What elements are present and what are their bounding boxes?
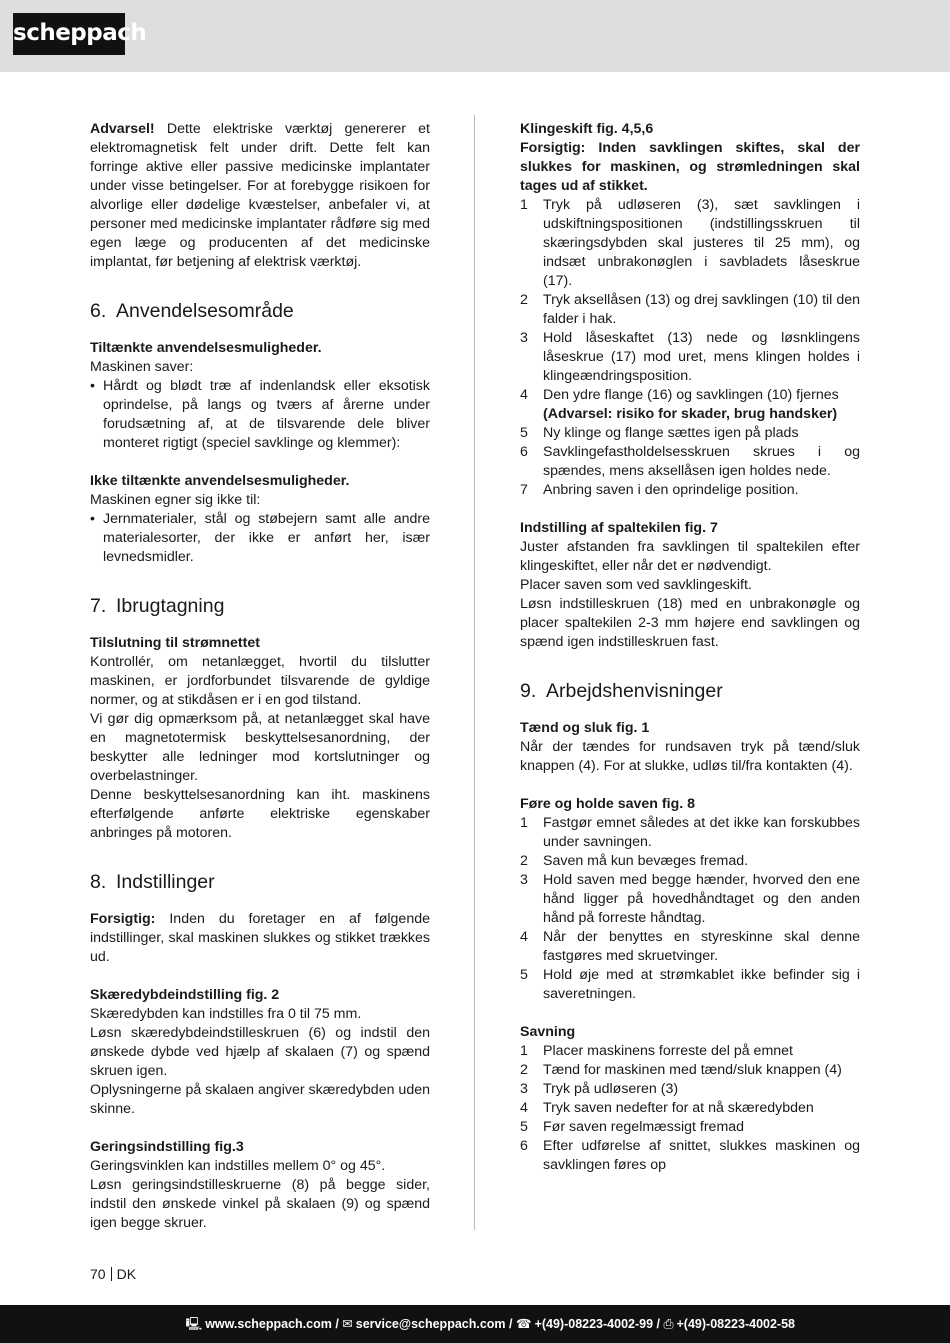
list-item-number: 3: [520, 872, 528, 888]
list-item-number: 6: [520, 444, 528, 460]
right-column: [520, 120, 860, 1175]
list-item-number: 2: [520, 1062, 528, 1078]
list-item: [520, 966, 860, 1004]
list-item-text: Den ydre flange (16) og savklingen (10) fjernes: [543, 387, 839, 403]
list-item: [520, 196, 860, 291]
list-item: [520, 481, 860, 500]
list-item-number: 1: [520, 1043, 528, 1059]
column-divider: [474, 115, 475, 1230]
list-item: [520, 871, 860, 928]
paragraph: Kontrollér, om netanlægget, hvortil du tilslutter maskinen, er jordforbundet tilsvarende de gyldige normer, og at stikdåsen er i en god tilstand.: [90, 654, 430, 708]
list-item-text: Hold saven med begge hænder, hvorved den ene hånd ligger på hovedhåndtaget og den anden hånd på forreste håndtag.: [543, 872, 860, 926]
section-heading-8: 8. Indstillinger: [90, 871, 215, 893]
list-item-text: Tænd for maskinen med tænd/sluk knappen (4): [543, 1062, 842, 1078]
list-item-text: Fastgør emnet således at det ikke kan forskubbes under savningen.: [543, 815, 860, 850]
subheading-cut-depth: Skæredybdeindstilling fig. 2: [90, 987, 280, 1003]
subheading-sawing: Savning: [520, 1024, 576, 1040]
footer-fax: +(49)-08223-4002-58: [676, 1317, 795, 1331]
phone-icon: ☎: [515, 1317, 532, 1331]
paragraph: Løsn geringsindstilleskruerne (8) på begge sider, indstil den ønskede vinkel på skalaen (9) og spænd igen begge skruer.: [90, 1177, 430, 1231]
paragraph: Skæredybden kan indstilles fra 0 til 75 mm.: [90, 1006, 362, 1022]
list-item-text: Hold øje med at strømkablet ikke befinder sig i saveretningen.: [543, 967, 860, 1002]
paragraph: Løsn skæredybdeindstilleskruen (6) og indstil den ønskede dybde ved hjælp af skalaen (7) og spænd skruen igen.: [90, 1025, 430, 1079]
blade-change-warning: Forsigtig: Inden savklingen skiftes, skal der slukkes for maskinen, og strømledningen skal tages ud af stikket.: [520, 140, 860, 194]
list-item-text: Anbring saven i den oprindelige position.: [543, 482, 799, 498]
list-item-number: 7: [520, 482, 528, 498]
section-heading-9: 9. Arbejdshenvisninger: [520, 680, 723, 702]
list-item: [520, 329, 860, 386]
section-heading-6: 6. Anvendelsesområde: [90, 300, 294, 322]
paragraph: Oplysningerne på skalaen angiver skæredybden uden skinne.: [90, 1082, 430, 1117]
brand-logo: scheppach: [13, 13, 125, 55]
not-intended-use-text: Maskinen egner sig ikke til:: [90, 492, 261, 508]
footer-bar: [0, 1305, 950, 1343]
paragraph: Juster afstanden fra savklingen til spaltekilen efter klingeskiftet, eller når det er nødvendigt.: [520, 539, 860, 574]
subheading-intended-use: Tiltænkte anvendelsesmuligheder.: [90, 340, 322, 356]
list-item-number: 2: [520, 853, 528, 869]
list-item-text: Saven må kun bevæges fremad.: [543, 853, 749, 869]
subheading-riving-knife: Indstilling af spaltekilen fig. 7: [520, 520, 718, 536]
list-item-number: 5: [520, 967, 528, 983]
page-number: 70 DK: [90, 1266, 137, 1282]
list-item-number: 5: [520, 1119, 528, 1135]
header-bar: [0, 0, 950, 72]
list-item: [520, 386, 860, 424]
paragraph: Vi gør dig opmærksom på, at netanlægget skal have en magnetotermisk beskyttelsesanordning, der beskytter alle ledninger mod kortslutninger og overbelastninger.: [90, 711, 430, 784]
list-item-number: 1: [520, 197, 528, 213]
list-item: [520, 1137, 860, 1175]
list-item-number: 4: [520, 387, 528, 403]
list-item: [520, 1042, 860, 1061]
footer-phone: +(49)-08223-4002-99 /: [534, 1317, 660, 1331]
list-item: • Jernmaterialer, stål og støbejern samt alle andre materialesorter, der ikke er anført her, især levnedsmidler.: [90, 511, 430, 565]
list-item-text: Tryk på udløseren (3): [543, 1081, 679, 1097]
list-item-text: Ny klinge og flange sættes igen på plads: [543, 425, 799, 441]
list-item-text: Efter udførelse af snittet, slukkes maskinen og savklingen føres op: [543, 1138, 860, 1173]
paragraph: Denne beskyttelsesanordning kan iht. maskinens efterfølgende anførte elektriske egenskaber anbringes på motoren.: [90, 787, 430, 841]
computer-icon: 🖳︎: [185, 1317, 203, 1331]
list-item: [520, 1118, 860, 1137]
paragraph: Løsn indstilleskruen (18) med en unbrakonøgle og placer spaltekilen 2-3 mm højere end savklingen og spænd igen indstilleskruen fast.: [520, 596, 860, 650]
list-item-text: Tryk på udløseren (3), sæt savklingen i udskiftningspositionen (indstillingsskruen til skæringsdybden skal justeres til 25 mm), og indsæt unbrakonøglen i savbladets låseskrue (17).: [543, 197, 860, 289]
list-item: [520, 1080, 860, 1099]
list-item-text: Placer maskinens forreste del på emnet: [543, 1043, 793, 1059]
list-item-number: 5: [520, 425, 528, 441]
list-item-number: 3: [520, 330, 528, 346]
section-heading-7: 7. Ibrugtagning: [90, 595, 225, 617]
list-item-text: Før saven regelmæssigt fremad: [543, 1119, 745, 1135]
list-item: • Hårdt og blødt træ af indenlandsk eller eksotisk oprindelse, på langs og tværs af årerne under forudsætning af, at de tilsvarende dele bliver monteret rigtigt (speciel savklinge og klemmer):: [90, 378, 430, 451]
subheading-guide-saw: Føre og holde saven fig. 8: [520, 796, 696, 812]
list-item-text: Savklingefastholdelsesskruen skrues i og spændes, mens aksellåsen igen holdes nede.: [543, 444, 860, 479]
list-item-text: Når der benyttes en styreskinne skal denne fastgøres med skruetvinger.: [543, 929, 860, 964]
guide-steps-list: [520, 814, 860, 1004]
subheading-on-off: Tænd og sluk fig. 1: [520, 720, 650, 736]
list-item: [520, 1061, 860, 1080]
list-item-number: 3: [520, 1081, 528, 1097]
paragraph: Geringsvinklen kan indstilles mellem 0° og 45°.: [90, 1158, 386, 1174]
list-item-number: 4: [520, 929, 528, 945]
list-item-number: 4: [520, 1100, 528, 1116]
list-item-warning: (Advarsel: risiko for skader, brug handsker): [543, 406, 838, 422]
left-column: [90, 120, 430, 1233]
list-item-text: Hold låseskaftet (13) nede og løsnklingens låseskrue (17) mod uret, mens klingen holdes i klingeændringsposition.: [543, 330, 860, 384]
subheading-mitre: Geringsindstilling fig.3: [90, 1139, 244, 1155]
fax-icon: ⎙: [663, 1317, 674, 1331]
footer-web-link[interactable]: www.scheppach.com /: [205, 1317, 339, 1331]
caution-paragraph: Forsigtig: Inden du foretager en af følgende indstillinger, skal maskinen slukkes og stikket trækkes ud.: [90, 911, 430, 965]
subheading-blade-change: Klingeskift fig. 4,5,6: [520, 121, 654, 137]
paragraph: Placer saven som ved savklingeskift.: [520, 577, 752, 593]
intended-use-text: Maskinen saver:: [90, 359, 194, 375]
subheading-not-intended-use: Ikke tiltænkte anvendelsesmuligheder.: [90, 473, 350, 489]
list-item-number: 2: [520, 292, 528, 308]
blade-steps-list: [520, 196, 860, 500]
list-item: [520, 424, 860, 443]
sawing-steps-list: [520, 1042, 860, 1175]
warning-label: Advarsel!: [90, 121, 155, 137]
list-item: [520, 852, 860, 871]
list-item: [520, 443, 860, 481]
list-item: [520, 1099, 860, 1118]
list-item-text: Tryk aksellåsen (13) og drej savklingen (10) til den falder i hak.: [543, 292, 860, 327]
list-item-number: 6: [520, 1138, 528, 1154]
paragraph: Når der tændes for rundsaven tryk på tænd/sluk knappen (4). For at slukke, udløs til/fra kontakten (4).: [520, 739, 860, 774]
list-item: [520, 814, 860, 852]
subheading-power-connection: Tilslutning til strømnettet: [90, 635, 260, 651]
list-item-text: Tryk saven nedefter for at nå skæredybden: [543, 1100, 814, 1116]
mail-icon: ✉: [342, 1317, 353, 1331]
footer-mail-link[interactable]: service@scheppach.com /: [355, 1317, 513, 1331]
warning-text: Dette elektriske værktøj genererer et elektromagnetisk felt under drift. Dette felt kan forringe aktive eller passive medicinske implantater under visse betingelser. For at forebygge risikoen for alvorlige eller dødelige kvæstelser, anbefaler vi, at personer med medicinske implantater rådføre sig med egen læge og producenten af det medicinske implantat, før betjening af elektrisk værktøj.: [90, 121, 430, 270]
list-item: [520, 291, 860, 329]
emf-warning: [90, 120, 430, 272]
list-item: [520, 928, 860, 966]
list-item-number: 1: [520, 815, 528, 831]
